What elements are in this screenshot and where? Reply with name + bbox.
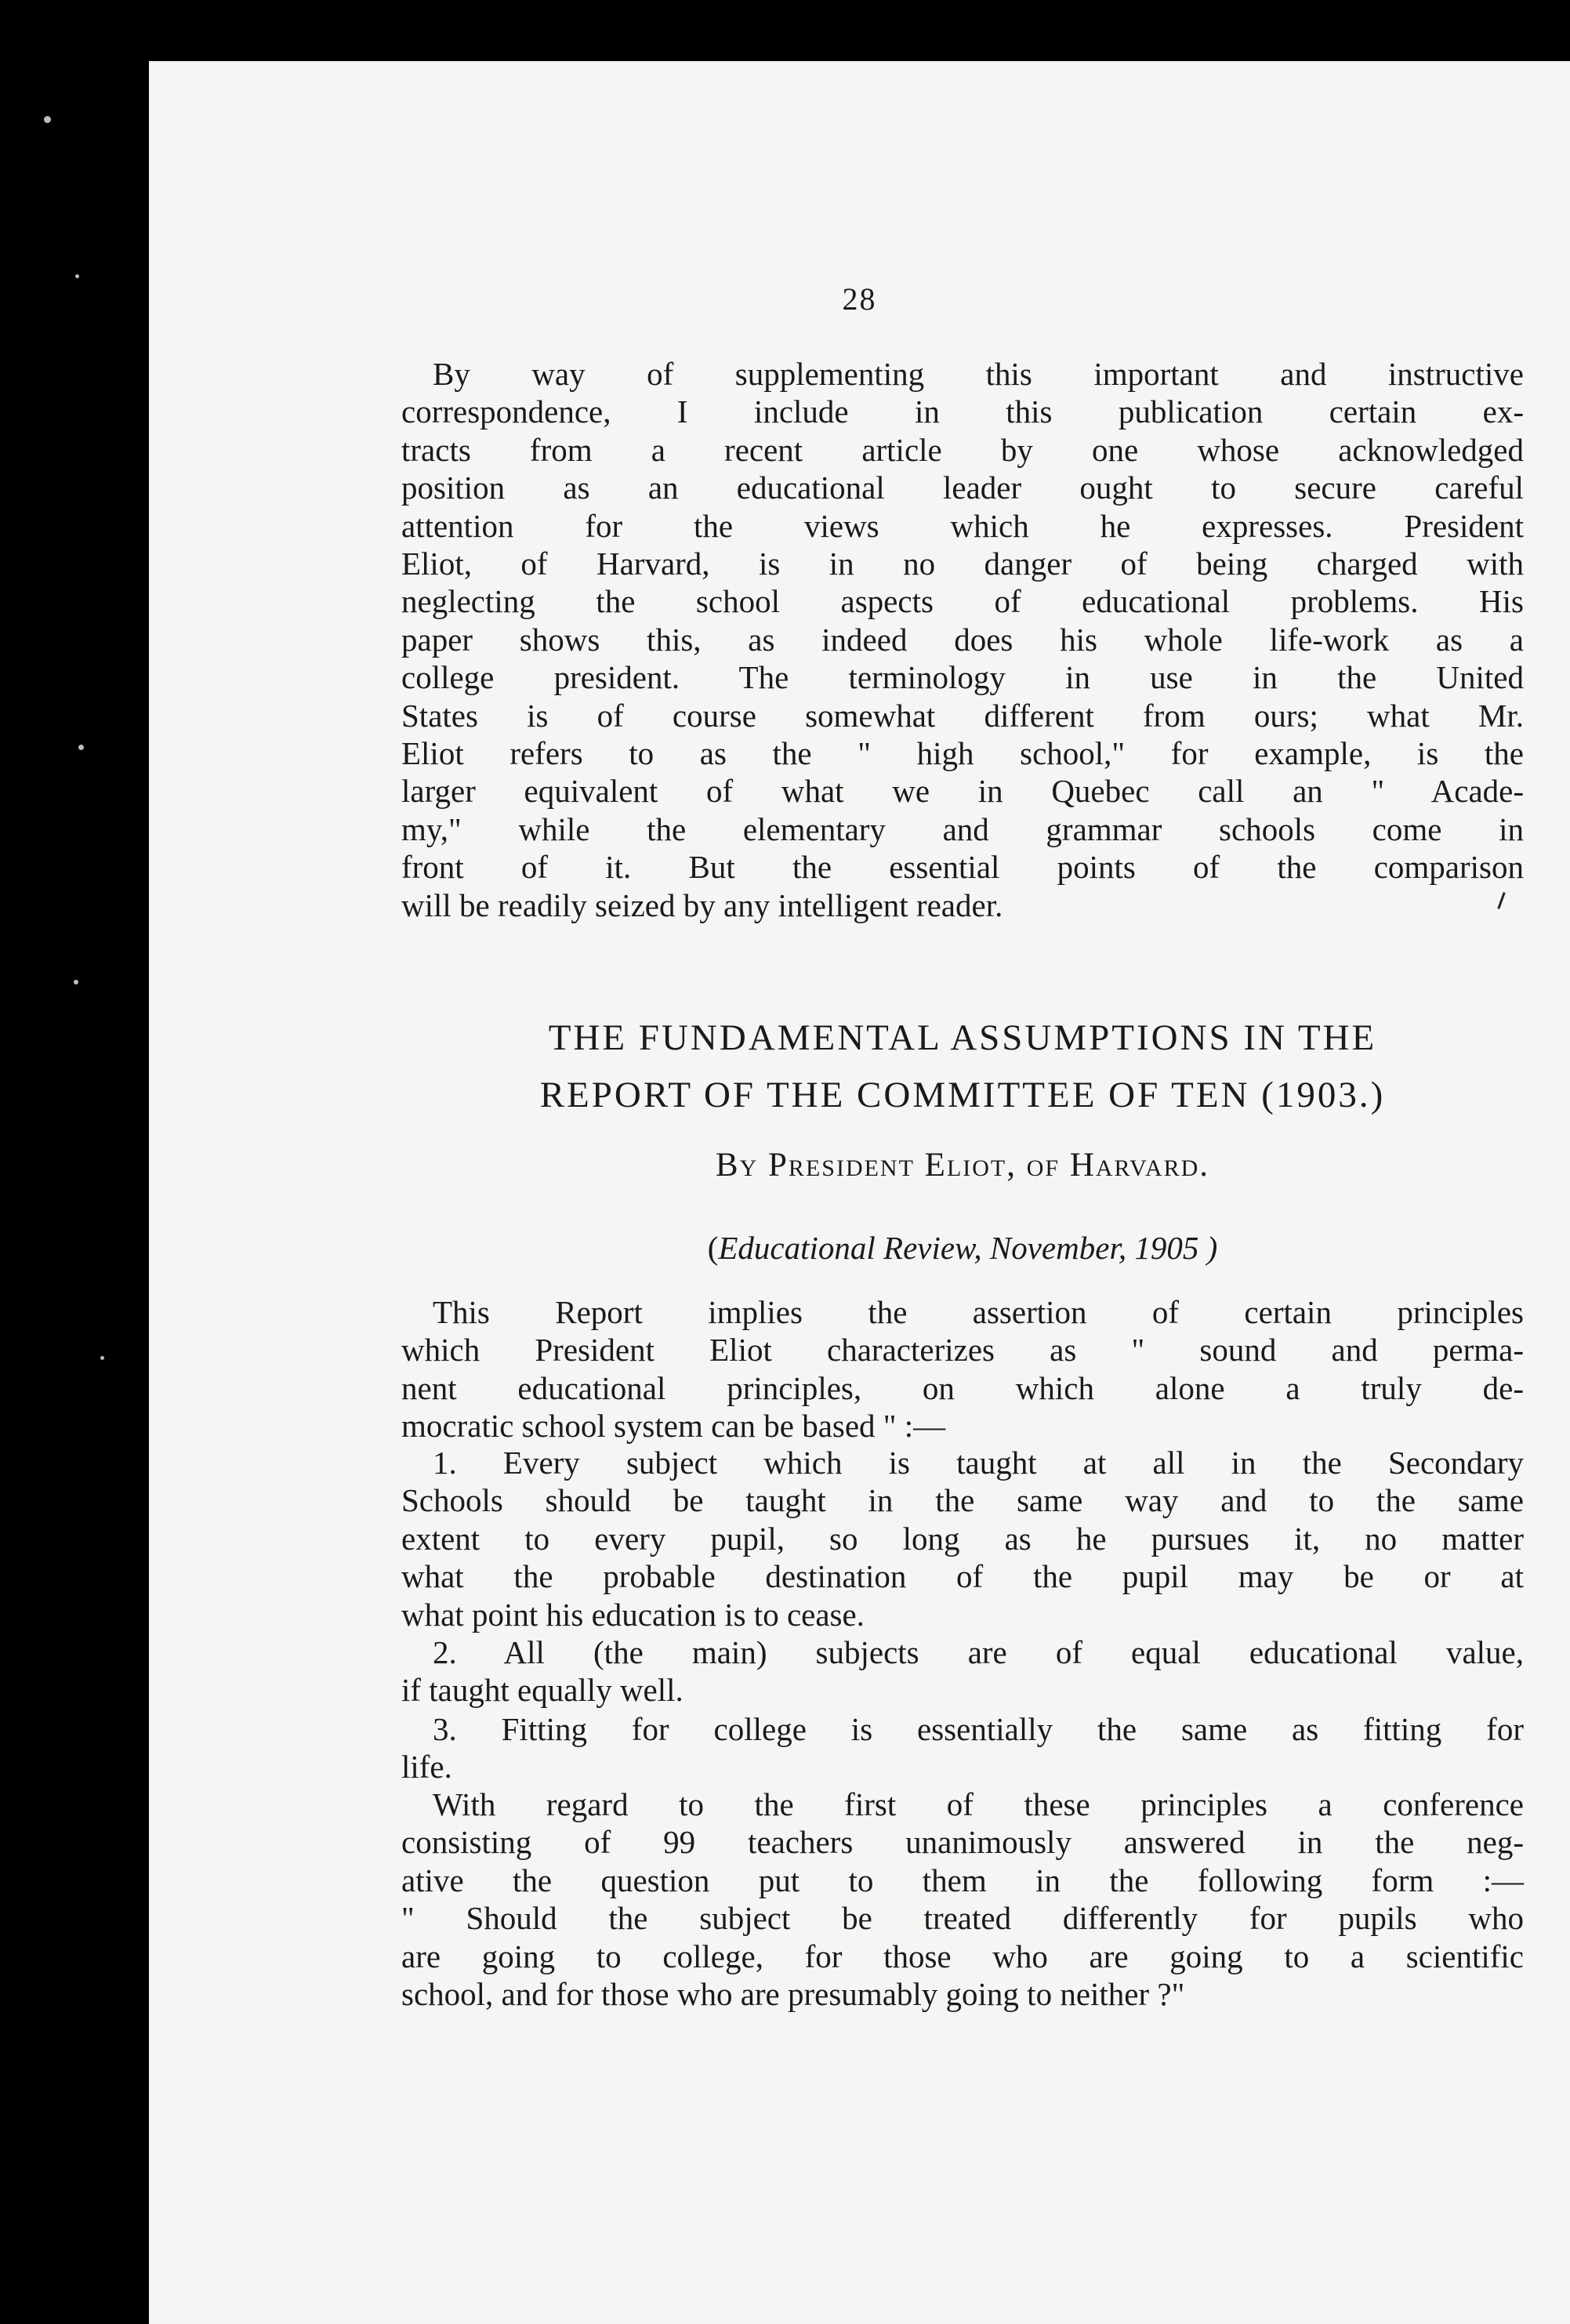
text-line: States is of course somewhat different from ours; what Mr. <box>401 697 1524 734</box>
heading-line-2: REPORT OF THE COMMITTEE OF TEN (1903.) <box>539 1075 1386 1115</box>
text-line: are going to college, for those who are going to a scientific <box>401 1938 1524 1974</box>
text-line: tracts from a recent article by one whose acknowledged <box>401 431 1524 468</box>
text-line: " Should the subject be treated differently for pupils who <box>401 1900 1524 1937</box>
text-line: nent educational principles, on which alone a truly de- <box>401 1369 1524 1406</box>
text-line: larger equivalent of what we in Quebec call an " Acade- <box>401 773 1524 810</box>
text-line: which President Eliot characterizes as " sound and perma- <box>401 1332 1524 1369</box>
text-line: mocratic school system can be based " :— <box>401 1408 946 1445</box>
closing-paragraph <box>401 1786 1524 2013</box>
citation-date: , November, 1905 ) <box>974 1230 1218 1266</box>
text-line: Eliot refers to as the " high school," for example, is the <box>401 735 1524 772</box>
text-line: neglecting the school aspects of educational problems. His <box>401 583 1524 620</box>
principle-3 <box>401 1710 1524 1786</box>
text-line: 2. All (the main) subjects are of equal educational value, <box>433 1634 1524 1670</box>
text-line: life. <box>401 1749 452 1786</box>
article-heading <box>401 1016 1524 1118</box>
scan-speck <box>78 745 84 750</box>
text-line: With regard to the first of these principles a conference <box>433 1786 1524 1822</box>
text-line: consisting of 99 teachers unanimously answered in the neg- <box>401 1824 1524 1861</box>
intro-paragraph <box>401 355 1524 924</box>
text-line: Eliot, of Harvard, is in no danger of being charged with <box>401 546 1524 582</box>
text-line: college president. The terminology in use in the United <box>401 659 1524 696</box>
body-paragraph <box>401 1293 1524 1445</box>
scan-speck <box>75 274 79 278</box>
text-line: my," while the elementary and grammar schools come in <box>401 810 1524 847</box>
text-line: attention for the views which he expresses. President <box>401 507 1524 544</box>
author-byline: By President Eliot, of Harvard. <box>715 1147 1210 1184</box>
source-citation <box>401 1229 1524 1267</box>
text-line: correspondence, I include in this publication certain ex- <box>401 393 1524 430</box>
scan-speck <box>100 1356 104 1360</box>
journal-title: Educational Review <box>718 1230 974 1266</box>
text-line: front of it. But the essential points of the comparison <box>401 849 1524 886</box>
scanned-page <box>149 61 1570 2324</box>
heading-line-1: THE FUNDAMENTAL ASSUMPTIONS IN THE <box>548 1017 1377 1058</box>
text-line: what point his education is to cease. <box>401 1596 865 1633</box>
text-line: Schools should be taught in the same way and to the same <box>401 1482 1524 1519</box>
page-number: 28 <box>842 281 877 317</box>
citation-open: ( <box>707 1230 719 1266</box>
text-line: extent to every pupil, so long as he pursues it, no matter <box>401 1520 1524 1557</box>
text-line: will be readily seized by any intelligent reader. <box>401 886 1003 923</box>
text-line: position as an educational leader ought to secure careful <box>401 470 1524 506</box>
text-line: This Report implies the assertion of certain principles <box>433 1294 1524 1330</box>
scan-speck <box>44 116 51 123</box>
text-line: 1. Every subject which is taught at all in the Secondary <box>433 1445 1524 1481</box>
text-line: what the probable destination of the pupil may be or at <box>401 1558 1524 1595</box>
text-line: if taught equally well. <box>401 1672 683 1709</box>
text-line: school, and for those who are presumably going to neither ?" <box>401 1976 1185 2013</box>
principle-2 <box>401 1633 1524 1709</box>
principle-1 <box>401 1444 1524 1633</box>
text-line: By way of supplementing this important and instructive <box>433 356 1524 392</box>
text-line: ative the question put to them in the following form :— <box>401 1862 1524 1898</box>
scan-speck <box>74 980 78 984</box>
text-line: 3. Fitting for college is essentially the same as fitting for <box>433 1711 1524 1747</box>
text-line: paper shows this, as indeed does his whole life-work as a <box>401 621 1524 658</box>
